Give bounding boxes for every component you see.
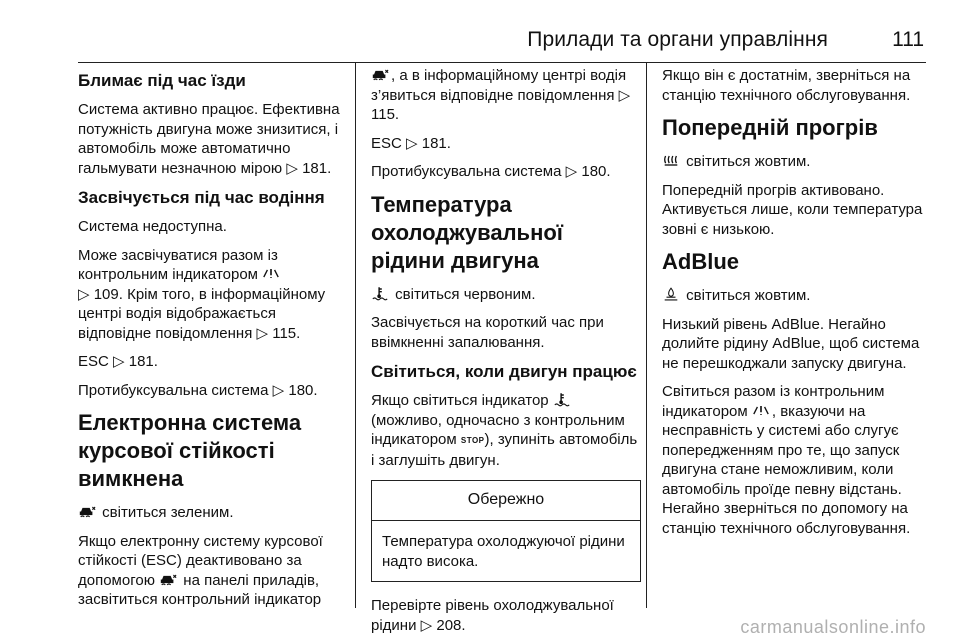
caution-body: Температура охолоджуючої рідини надто висока. (382, 533, 625, 570)
paragraph-low-adblue: Низький рівень AdBlue. Негайно долийте рідину AdBlue, щоб система не перешкоджали запуску двигуна. (662, 315, 920, 372)
paragraph-if-enough: Якщо він є достатнім, зверніться на станцію технічного обслуговування. (662, 67, 911, 104)
adblue-icon (662, 287, 680, 302)
paragraph-unavailable: Система недоступна. (78, 218, 227, 235)
page-reference[interactable]: 181. (128, 353, 158, 370)
paragraph-check-coolant (371, 596, 641, 635)
text: Система активно працює. Ефективна потужність двигуна може знизитися, і автомобіль може автоматично гальмувати незначною мірою (78, 101, 340, 177)
page-reference[interactable]: 208. (436, 616, 466, 634)
text: світиться жовтим. (686, 287, 811, 304)
text: Перевірте рівень охолоджувальної рідини (371, 597, 614, 634)
column-divider-2 (646, 62, 647, 608)
paragraph-if-lit (371, 391, 641, 470)
page-reference[interactable]: 181. (421, 134, 451, 152)
text: , вказуючи на несправність у системі або слугує попередженням про те, що запуск двигуна стане неможливим, коли автомобіль проїде певну відстань. Негайно зверніться по допомогу на станцію технічного обслуговування. (662, 402, 911, 537)
esc-off-car-icon (78, 504, 96, 519)
paragraph-yellow-preheat (662, 152, 932, 172)
coolant-temperature-icon (553, 392, 571, 407)
page-reference[interactable]: 181. (302, 159, 332, 177)
reference-arrow-icon: ▷ (420, 616, 433, 634)
heading-blinks-while-driving: Блимає під час їзди (78, 71, 246, 90)
text: , а в інформаційному центрі водія з’явиться відповідне повідомлення (371, 67, 627, 104)
paragraph-system-active (78, 100, 348, 178)
text: Світиться разом із контрольним індикатором (662, 383, 885, 420)
page-reference[interactable]: 115. (371, 106, 400, 123)
text: світиться жовтим. (686, 153, 811, 170)
page-reference[interactable]: 180. (581, 163, 611, 180)
heading-lit-while-driving: Засвічується під час водіння (78, 188, 325, 207)
page-reference[interactable]: 109. Крім того, в інформаційному центрі водія відображається відповідне повідомлення (78, 285, 326, 342)
text: Якщо світиться індикатор (371, 392, 549, 409)
reference-arrow-icon: ▷ (406, 134, 418, 152)
paragraph-briefly: Засвічується на короткий час при ввімкненні запалювання. (371, 314, 604, 351)
watermark: carmanualsonline.info (740, 617, 926, 637)
engine-warning-icon (262, 266, 280, 281)
text: ESC (371, 134, 402, 152)
text: Може засвічуватися разом із контрольним індикатором (78, 246, 278, 283)
paragraph-green (78, 503, 348, 523)
column-2 (371, 66, 641, 644)
page-reference[interactable]: 180. (288, 381, 318, 399)
text: ), зупиніть автомобіль і заглушіть двигун. (371, 431, 638, 469)
paragraph-preheat: Попередній прогрів активовано. Активується лише, коли температура зовні є низькою. (662, 181, 923, 238)
heading-esc-off: Електронна система курсової стійкості вимкнена (78, 410, 302, 491)
caution-heading: Обережно (372, 481, 640, 521)
heading-coolant-temperature: Температура охолоджувальної рідини двигуна (371, 191, 563, 273)
header-title: Прилади та органи управління (527, 28, 828, 51)
column-3 (662, 66, 932, 547)
page-header (0, 22, 960, 54)
paragraph-together (662, 382, 932, 538)
text: світиться зеленим. (102, 504, 234, 521)
page-reference[interactable]: 115. (272, 324, 301, 342)
heading-preheat: Попередній прогрів (662, 115, 878, 140)
text: (можливо, одночасно з контрольним індикатором (371, 411, 625, 448)
text: Якщо електронну систему курсової стійкості (ESC) деактивовано за допомогою (78, 532, 323, 589)
paragraph-continued (371, 66, 641, 125)
text: ESC (78, 353, 109, 370)
text: світиться червоним. (395, 285, 536, 303)
reference-arrow-icon: ▷ (256, 324, 269, 342)
text: на панелі приладів, засвітиться контрольний індикатор (78, 571, 322, 608)
coolant-temperature-icon (371, 286, 389, 301)
esc-off-car-icon (159, 572, 177, 587)
column-1 (78, 66, 348, 610)
esc-off-car-icon (371, 67, 389, 82)
paragraph-if-esc-off (78, 532, 348, 610)
text: Протибуксувальна система (371, 163, 562, 180)
text: Протибуксувальна система (78, 381, 269, 399)
column-divider-1 (355, 62, 356, 608)
reference-arrow-icon: ▷ (286, 159, 298, 177)
reference-arrow-icon: ▷ (113, 353, 125, 370)
reference-arrow-icon: ▷ (565, 163, 578, 180)
heading-engine-running: Світиться, коли двигун працює (371, 362, 637, 381)
paragraph-yellow-adblue (662, 286, 932, 306)
caution-box (371, 480, 641, 582)
stop-indicator-icon: STOP (460, 436, 485, 445)
reference-arrow-icon: ▷ (78, 285, 90, 303)
header-rule (78, 62, 926, 63)
glow-plug-icon (662, 153, 680, 168)
reference-arrow-icon: ▷ (272, 381, 285, 399)
paragraph-esc-ref (78, 352, 348, 372)
reference-arrow-icon: ▷ (618, 86, 631, 104)
paragraph-red (371, 285, 641, 305)
heading-adblue: AdBlue (662, 249, 739, 274)
paragraph-traction-ref (371, 162, 641, 182)
engine-warning-icon (752, 403, 770, 418)
paragraph-may-light (78, 246, 348, 344)
page-number: 111 (892, 28, 924, 51)
paragraph-esc-ref (371, 134, 641, 154)
paragraph-traction-ref (78, 381, 348, 401)
